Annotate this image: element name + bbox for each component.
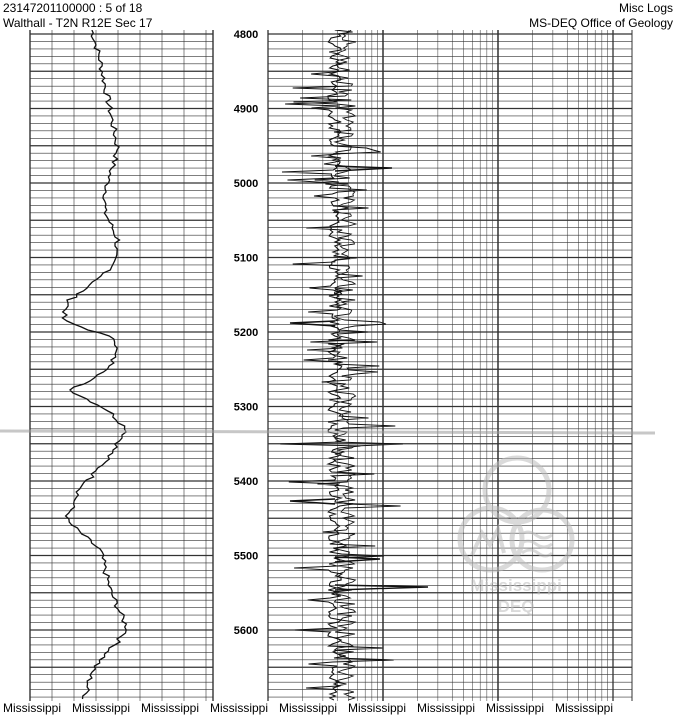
mdeq-watermark-logo	[460, 458, 572, 616]
office-label: MS-DEQ Office of Geology	[529, 16, 673, 30]
footer-watermark-label: Mississippi	[72, 701, 131, 715]
scan-streak	[0, 431, 655, 433]
log-grid	[30, 30, 632, 701]
footer-watermark-label: Mississippi	[210, 701, 269, 715]
log-curves	[63, 30, 429, 700]
log-type-label: Misc Logs	[618, 1, 673, 15]
footer-watermark-label: Mississippi	[348, 701, 407, 715]
depth-label: 5100	[233, 252, 259, 265]
footer-watermark-label: Mississippi	[141, 701, 200, 715]
depth-label: 5000	[233, 178, 259, 190]
depth-scale	[234, 30, 258, 637]
depth-label: 4800	[233, 30, 259, 41]
footer-watermark-label: Mississippi	[555, 701, 614, 715]
depth-label: 5300	[233, 401, 259, 414]
county-location-label: Walthall - T2N R12E Sec 17	[3, 16, 153, 30]
footer-watermark-row	[0, 701, 679, 715]
watermark-line2: DEQ	[497, 597, 535, 616]
depth-label: 5600	[233, 625, 259, 637]
footer-watermark-label: Mississippi	[3, 701, 62, 715]
watermark-line1: Mississippi	[470, 576, 562, 595]
footer-watermark-label: Mississippi	[279, 701, 338, 715]
depth-label: 5400	[233, 476, 259, 488]
well-log-image	[0, 30, 679, 701]
depth-label: 5200	[233, 327, 259, 339]
footer-watermark-label: Mississippi	[486, 701, 545, 715]
footer-watermark-label: Mississippi	[417, 701, 476, 715]
depth-label: 4900	[233, 103, 259, 116]
depth-label: 5500	[233, 550, 259, 563]
well-id-page-label: 23147201100000 : 5 of 18	[3, 1, 143, 15]
